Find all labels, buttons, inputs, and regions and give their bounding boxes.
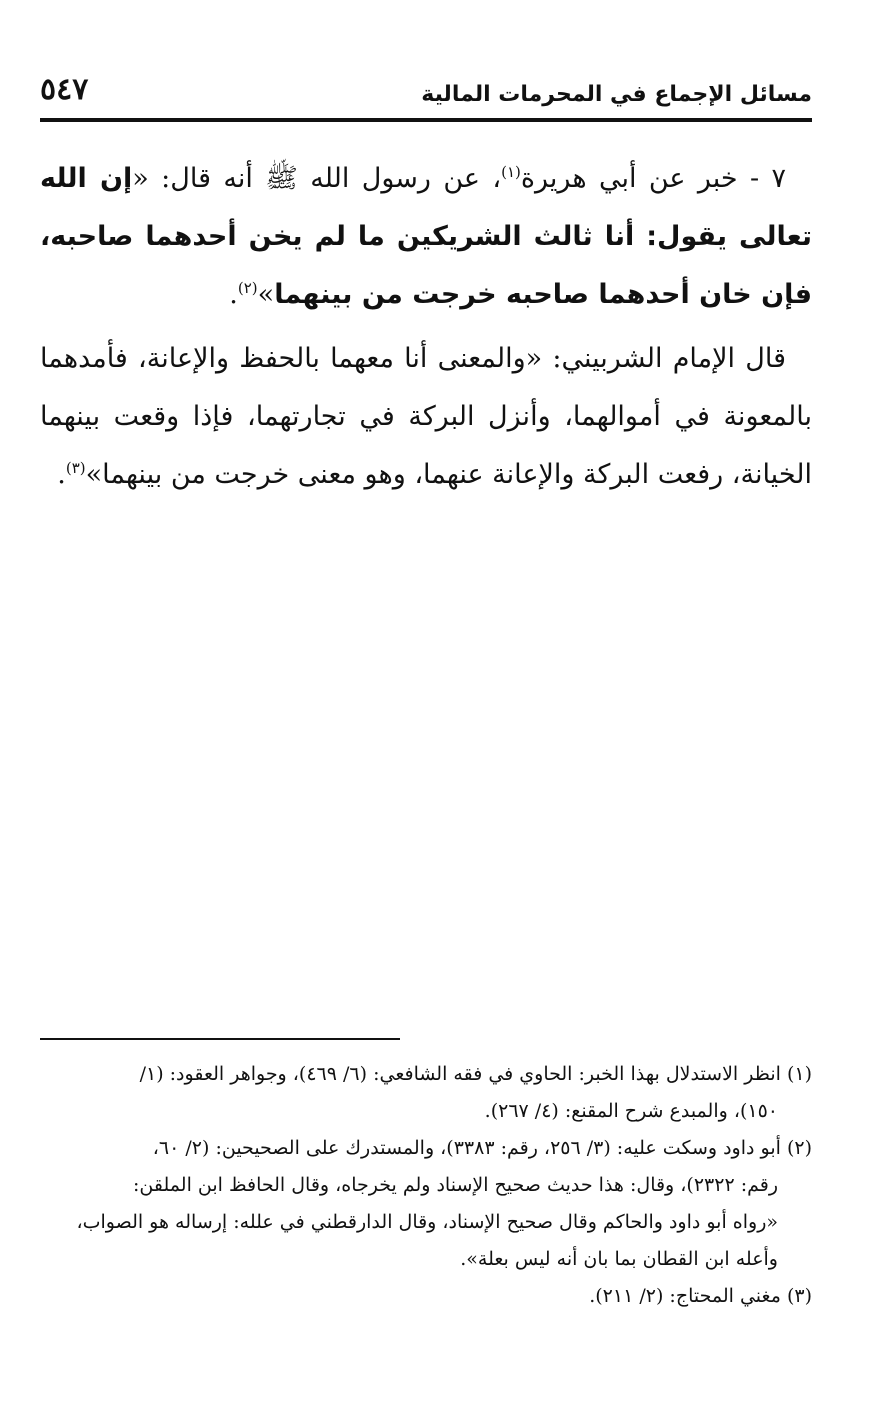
footnote-text: مغني المحتاج: (٢/ ٢١١). bbox=[589, 1285, 781, 1307]
footnote-2-cont bbox=[40, 1167, 812, 1204]
hadith-close: » bbox=[257, 279, 275, 310]
footnote-number: (٢) bbox=[786, 1137, 812, 1159]
footnote-ref-3: (٣) bbox=[65, 459, 86, 477]
sharbini-end: . bbox=[57, 459, 66, 490]
footnote-text: «رواه أبو داود والحاكم وقال صحيح الإسناد، وقال الدارقطني في علله: إرساله هو الصواب، bbox=[76, 1211, 778, 1233]
main-text bbox=[40, 150, 812, 504]
page-header bbox=[40, 60, 812, 122]
footnote-number: (١) bbox=[786, 1063, 812, 1085]
paragraph-sharbini bbox=[40, 330, 812, 504]
hadith-end: . bbox=[229, 279, 238, 310]
paragraph-hadith bbox=[40, 150, 812, 324]
footnote-separator bbox=[40, 1038, 400, 1040]
footnote-ref-1: (١) bbox=[501, 163, 521, 181]
footnote-2-cont bbox=[40, 1204, 812, 1241]
footnote-text: أبو داود وسكت عليه: (٣/ ٢٥٦، رقم: ٣٣٨٣)، والمستدرك على الصحيحين: (٢/ ٦٠، bbox=[152, 1137, 781, 1159]
footnotes bbox=[40, 1056, 812, 1315]
page-number: ٥٤٧ bbox=[40, 72, 89, 107]
footnote-1 bbox=[40, 1056, 812, 1093]
running-title: مسائل الإجماع في المحرمات المالية bbox=[421, 82, 812, 107]
footnote-ref-2: (٢) bbox=[237, 279, 258, 297]
footnote-text: وأعله ابن القطان بما بان أنه ليس بعلة». bbox=[460, 1248, 778, 1270]
book-page bbox=[40, 60, 812, 1380]
footnote-text: انظر الاستدلال بهذا الخبر: الحاوي في فقه الشافعي: (٦/ ٤٦٩)، وجواهر العقود: (١/ bbox=[139, 1063, 781, 1085]
footnote-3 bbox=[40, 1278, 812, 1315]
hadith-intro: ، عن رسول الله ﷺ أنه قال: « bbox=[132, 163, 502, 194]
sharbini-quote: قال الإمام الشربيني: «والمعنى أنا معهما بالحفظ والإعانة، فأمدهما بالمعونة في أموالهما، وأنزل البركة في تجارتهما، فإذا وقعت بينهما الخيانة، رفعت البركة والإعانة عنهما، وهو معنى خرجت من بينهما» bbox=[40, 343, 812, 490]
footnote-number: (٣) bbox=[786, 1285, 812, 1307]
footnote-text: ١٥٠)، والمبدع شرح المقنع: (٤/ ٢٦٧). bbox=[484, 1100, 778, 1122]
footnote-text: رقم: ٢٣٢٢)، وقال: هذا حديث صحيح الإسناد ولم يخرجاه، وقال الحافظ ابن الملقن: bbox=[133, 1174, 778, 1196]
footnote-1-cont bbox=[40, 1093, 812, 1130]
hadith-text: إن الله تعالى يقول: أنا ثالث الشريكين ما لم يخن أحدهما صاحبه، فإن خان أحدهما صاحبه خرجت من بينهما bbox=[40, 163, 812, 310]
footnote-2 bbox=[40, 1130, 812, 1167]
hadith-lead: ٧ - خبر عن أبي هريرة bbox=[520, 163, 786, 194]
footnote-2-cont bbox=[40, 1241, 812, 1278]
